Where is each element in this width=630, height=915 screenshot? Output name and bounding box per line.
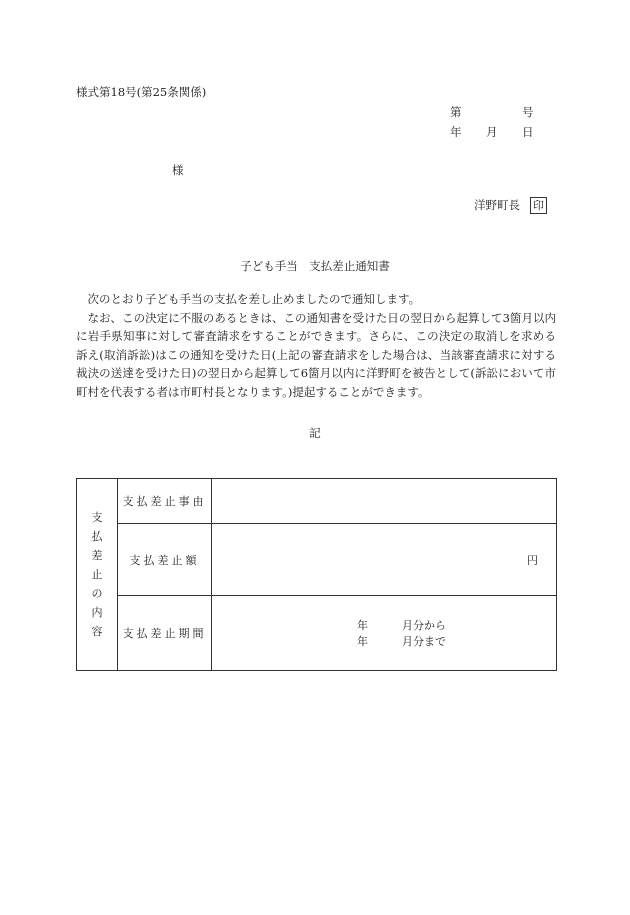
table-row-amount [77, 524, 557, 596]
period-from-month: 月分から [402, 619, 446, 632]
period-from-year: 年 [357, 619, 368, 632]
form-number: 様式第18号(第25条関係) [76, 85, 207, 99]
group-label: 支払差止の内容 [91, 511, 103, 638]
body-text [76, 290, 556, 401]
ki-heading: 記 [309, 426, 321, 440]
period-range [357, 618, 446, 650]
date-day: 日 [522, 125, 534, 139]
body-paragraph-2: なお、この決定に不服のあるときは、この通知書を受けた日の翌日から起算して3箇月以内に岩手県知事に対して審査請求をすることができます。さらに、この決定の取消しを求める訴え(取消訴訟)はこの通知を受けた日(上記の審査請求をした場合は、当該審査請求に対する裁決の送達を受けた日)の翌日から起算して6箇月以内に洋野町を被告として(訴訟において市町村を代表する者は市町村長となります。)提起することができます。 [76, 310, 556, 399]
period-value [212, 596, 557, 671]
reason-label: 支払差止事由 [118, 479, 212, 524]
issuer [474, 197, 547, 214]
addressee-honorific: 様 [172, 163, 184, 177]
table-row-reason [77, 479, 557, 524]
seal-stamp: 印 [530, 197, 547, 214]
amount-value [212, 524, 557, 596]
date-year: 年 [450, 125, 462, 139]
doc-number-suffix: 号 [522, 105, 534, 119]
issuer-title: 洋野町長 [474, 198, 520, 212]
period-label: 支払差止期間 [118, 596, 212, 671]
amount-unit: 円 [527, 553, 538, 567]
body-paragraph-1: 次のとおり子ども手当の支払を差し止めましたので通知します。 [87, 292, 421, 306]
doc-number-prefix: 第 [450, 105, 462, 119]
reason-value [212, 479, 557, 524]
period-to-year: 年 [357, 635, 368, 648]
date-month: 月 [486, 125, 498, 139]
period-to-month: 月分まで [402, 635, 446, 648]
table-row-period [77, 596, 557, 671]
detail-table [76, 478, 557, 671]
group-label-cell [77, 479, 118, 671]
document-title: 子ども手当 支払差止通知書 [240, 259, 390, 273]
amount-label: 支払差止額 [118, 524, 212, 596]
